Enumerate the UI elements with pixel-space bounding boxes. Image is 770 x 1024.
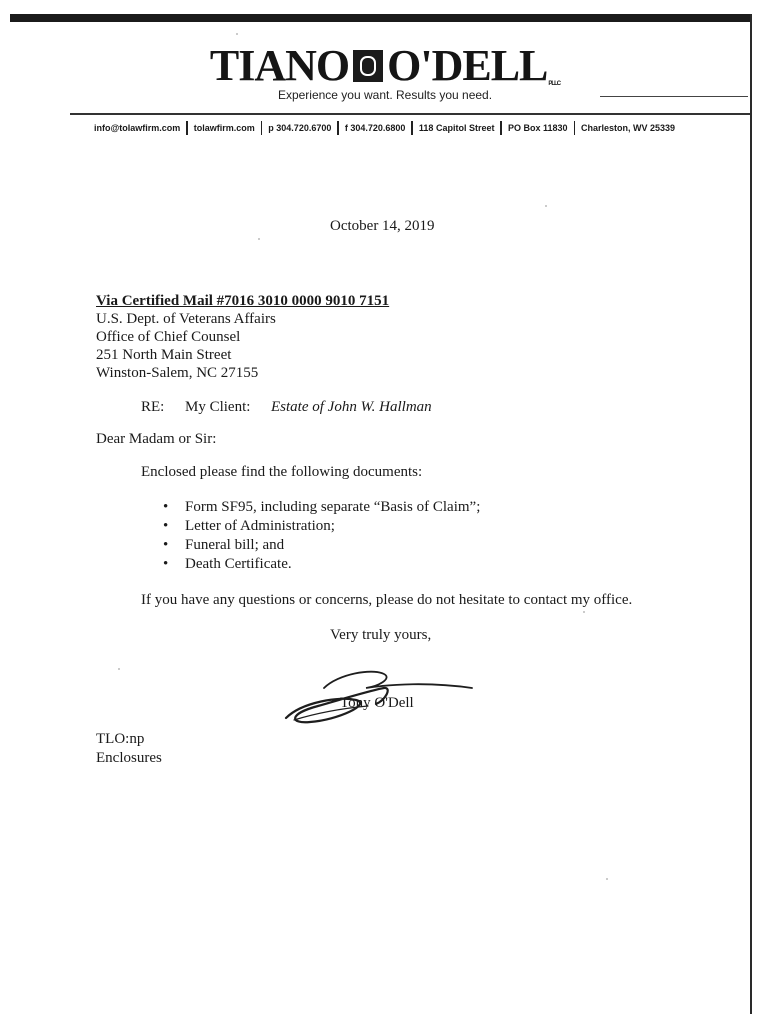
firm-logo [0, 41, 770, 90]
scan-speck [258, 238, 260, 240]
contact-city: Charleston, WV 25339 [581, 123, 676, 133]
contact-bar [94, 121, 681, 135]
reference-initials-block [96, 730, 162, 768]
signer-name: Tony O'Dell [340, 695, 414, 711]
scan-speck [583, 611, 585, 613]
scan-speck [606, 878, 608, 880]
enclosures-note: Enclosures [96, 750, 162, 766]
firm-tagline: Experience you want. Results you need. [277, 88, 493, 102]
firm-suffix: PLLC [548, 81, 561, 87]
contact-website: tolawfirm.com [193, 123, 255, 133]
top-border-bar [10, 14, 750, 22]
scan-speck [236, 33, 238, 35]
closing-paragraph: If you have any questions or concerns, please do not hesitate to contact my office. [141, 592, 633, 608]
list-item: • Form SF95, including separate “Basis of Claim”; [163, 498, 480, 517]
letter-date: October 14, 2019 [330, 218, 435, 234]
re-line [141, 397, 432, 417]
re-label: My Client: [185, 399, 251, 415]
recipient-line: U.S. Dept. of Veterans Affairs [96, 311, 276, 327]
list-item: • Funeral bill; and [163, 536, 480, 555]
firm-emblem-icon [353, 50, 383, 82]
intro-paragraph: Enclosed please find the following documents: [141, 464, 423, 480]
recipient-address [96, 292, 389, 382]
contact-po-box: PO Box 11830 [507, 123, 568, 133]
contact-street: 118 Capitol Street [418, 123, 495, 133]
contact-fax: f 304.720.6800 [344, 123, 406, 133]
list-item: • Letter of Administration; [163, 517, 480, 536]
re-value: Estate of John W. Hallman [271, 399, 432, 415]
delivery-method: Via Certified Mail #7016 3010 0000 9010 7151 [96, 293, 390, 309]
firm-name-left: TIANO [209, 41, 350, 90]
reference-initials: TLO:np [96, 731, 145, 747]
contact-rule [70, 113, 750, 115]
recipient-line: Winston-Salem, NC 27155 [96, 365, 259, 381]
recipient-line: 251 North Main Street [96, 347, 232, 363]
tagline-rule [600, 96, 748, 97]
contact-email: info@tolawfirm.com [94, 123, 181, 133]
firm-name-right: O'DELL [387, 41, 548, 90]
scan-speck [545, 205, 547, 207]
contact-phone: p 304.720.6700 [268, 123, 332, 133]
salutation: Dear Madam or Sir: [96, 431, 217, 447]
list-item: • Death Certificate. [163, 555, 480, 574]
firm-wordmark [209, 41, 561, 90]
re-tag: RE: [141, 399, 165, 415]
valediction: Very truly yours, [330, 627, 432, 643]
scan-speck [118, 668, 120, 670]
enclosed-documents-list [163, 498, 480, 574]
page-right-edge [750, 14, 752, 1014]
recipient-line: Office of Chief Counsel [96, 329, 241, 345]
